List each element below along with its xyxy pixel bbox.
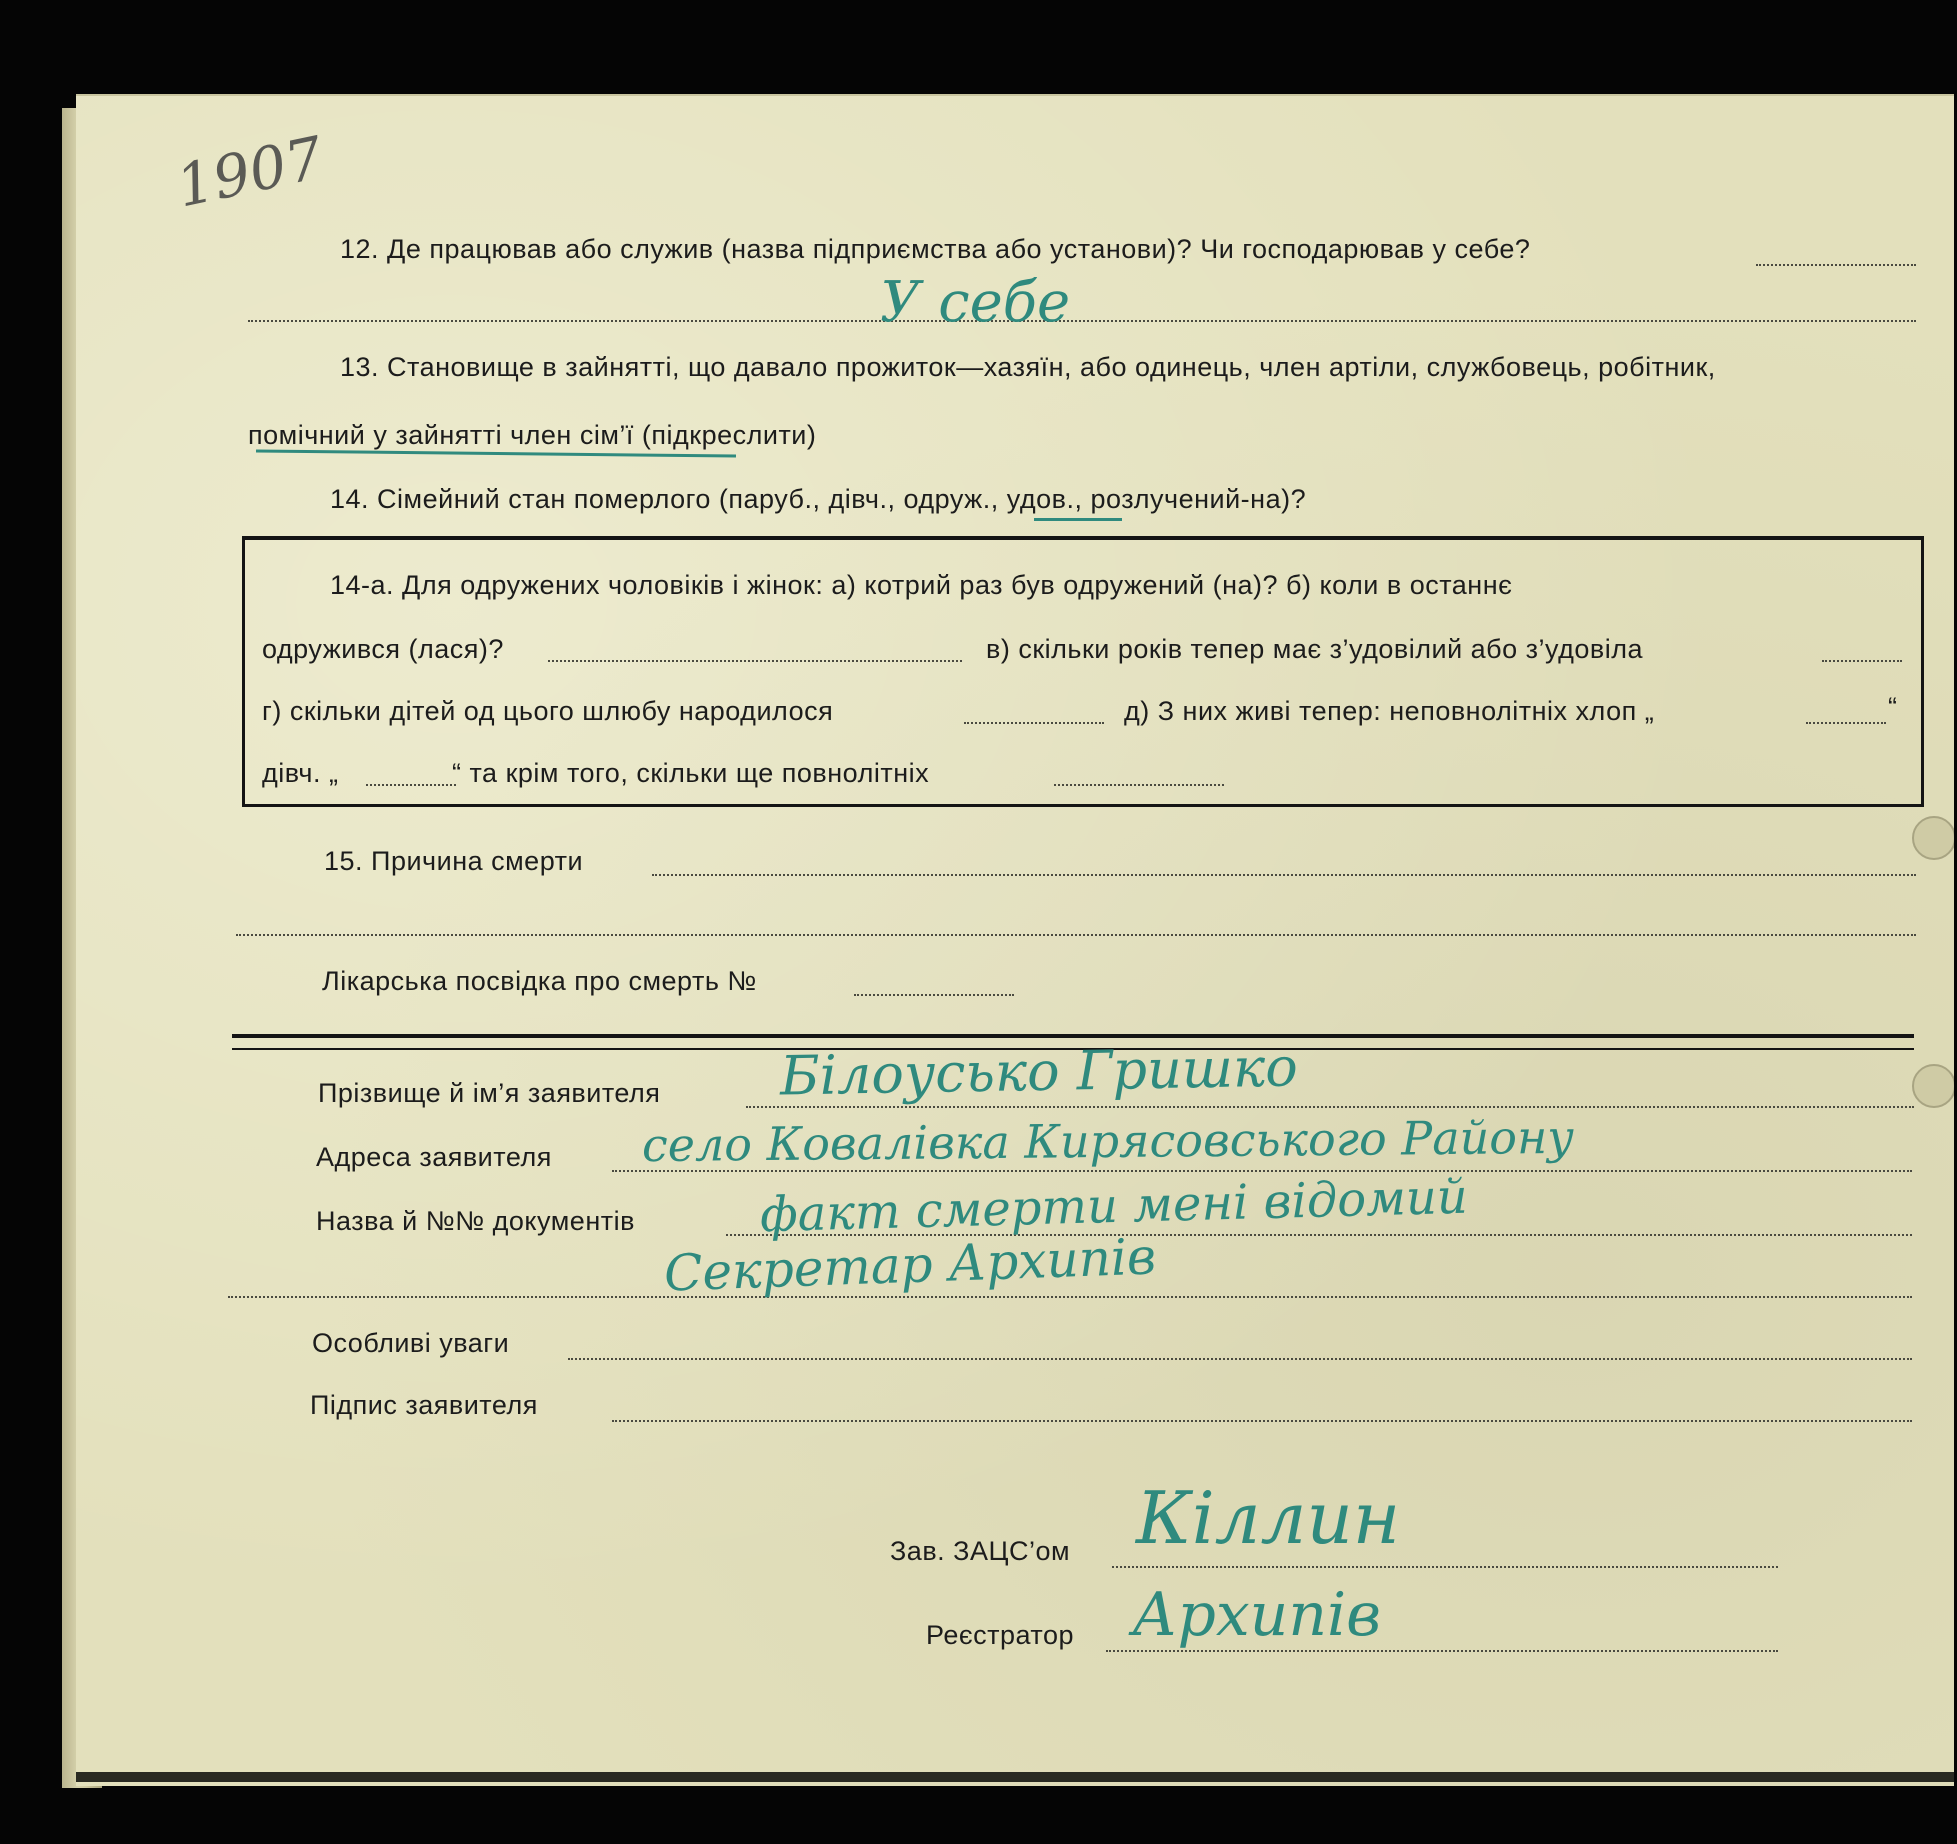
q15-dotline-2 (236, 934, 1916, 936)
q14a-line2-dots-2 (1822, 660, 1902, 662)
page-bottom-edge (76, 1772, 1954, 1782)
head-zags-label: Зав. ЗАЦС’ом (890, 1536, 1071, 1566)
applicant-notes-label: Особливі уваги (312, 1328, 510, 1358)
registrar-label: Реєстратор (926, 1620, 1075, 1650)
q14-underline-mark (1034, 518, 1122, 521)
applicant-docs-value: факт смерти мені відомий (759, 1168, 1469, 1244)
applicant-docs-value-2: Секретар Архипів (663, 1227, 1157, 1303)
registrar-line (1106, 1650, 1778, 1652)
q15-label: 15. Причина смерти (324, 846, 584, 876)
med-cert-dotline (854, 994, 1014, 996)
applicant-name-label: Прізвище й ім’я заявителя (318, 1078, 661, 1108)
q12-answer-line (248, 320, 1916, 322)
q14a-line4-b: “ та крім того, скільки ще повнолітніх (452, 758, 930, 788)
applicant-signature-line (612, 1420, 1912, 1422)
head-zags-line (1112, 1566, 1778, 1568)
registrar-signature: Архипів (1132, 1580, 1382, 1650)
q12-answer: У себе (880, 270, 1071, 335)
q14a-line4-dots-1 (366, 784, 456, 786)
q14a-line4-a: дівч. „ (262, 758, 339, 788)
q14a-line1: 14-а. Для одружених чоловіків і жінок: а) котрий раз був одружений (на)? б) коли в останнє (330, 570, 1513, 600)
applicant-docs-line-2 (228, 1296, 1912, 1298)
q12-label: 12. Де працював або служив (назва підприємства або установи)? Чи господарював у себе? (340, 234, 1531, 264)
q13-label-line2: помічний у зайнятті член сім’ї (підкреслити) (248, 420, 817, 450)
q14a-line2-b: в) скільки років тепер має з’удовілий або з’удовіла (986, 634, 1644, 664)
applicant-address-label: Адреса заявителя (316, 1142, 552, 1172)
binding-hole-upper (1912, 816, 1954, 860)
q14a-line3-dots-2 (1806, 722, 1886, 724)
q14a-line3-dots-1 (964, 722, 1104, 724)
pencil-note: 1907 (170, 123, 330, 221)
q14-label: 14. Сімейний стан померлого (паруб., дівч., одруж., удов., розлучений-на)? (330, 484, 1307, 514)
q14a-line3-c: “ (1888, 692, 1898, 722)
q14a-line2-a: одружився (лася)? (262, 634, 504, 664)
q14a-line2-dots-1 (548, 660, 962, 662)
applicant-notes-line (568, 1358, 1912, 1360)
med-cert-label: Лікарська посвідка про смерть № (322, 966, 757, 996)
q15-dotline-1 (652, 874, 1916, 876)
q14a-line3-b: д) З них живі тепер: неповнолітніх хлоп „ (1124, 696, 1655, 726)
q14a-line4-dots-2 (1054, 784, 1224, 786)
head-zags-signature: Кіллин (1136, 1476, 1401, 1560)
q13-label-line1: 13. Становище в зайнятті, що давало прожиток—хазяїн, або одинець, член артіли, службовець, робітник, (340, 352, 1716, 382)
q14a-line3-a: г) скільки дітей од цього шлюбу народилося (262, 696, 834, 726)
form-page (76, 94, 1954, 1786)
q12-dotline-end (1756, 264, 1916, 266)
applicant-signature-label: Підпис заявителя (310, 1390, 538, 1420)
applicant-name-line (746, 1106, 1914, 1108)
applicant-docs-label: Назва й №№ документів (316, 1206, 635, 1236)
applicant-address-value: село Ковалівка Кирясовського Району (641, 1109, 1575, 1173)
applicant-name-value: Білоусько Гришко (779, 1035, 1299, 1108)
binding-hole-lower (1912, 1064, 1954, 1108)
